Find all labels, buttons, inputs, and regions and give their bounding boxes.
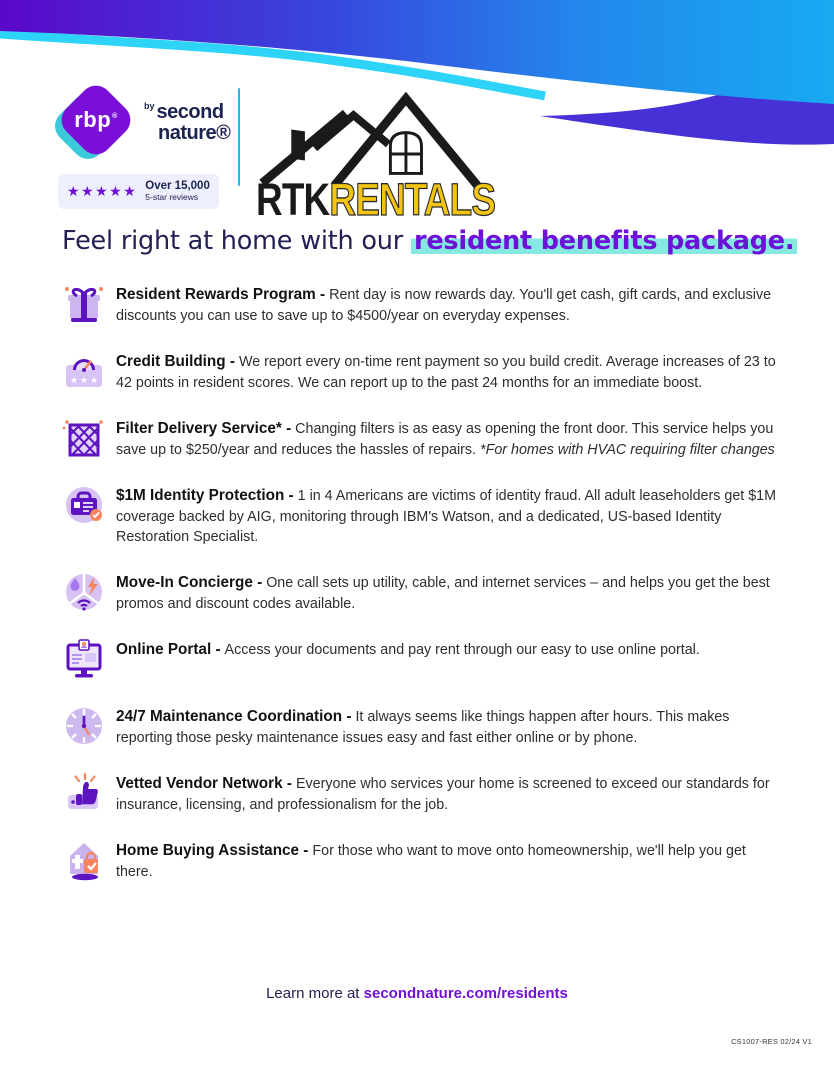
benefit-description: Access your documents and pay rent through our easy to use online portal. xyxy=(224,642,700,659)
by-label: by xyxy=(144,101,155,111)
thumbs-up-icon xyxy=(62,771,106,815)
rtk-name-black: RTK xyxy=(256,174,330,225)
document-code: CS1007-RES 02/24 V1 xyxy=(731,1037,812,1046)
clock-icon xyxy=(62,704,106,748)
logo-divider xyxy=(238,88,240,186)
utilities-icon xyxy=(62,570,106,614)
footer-link[interactable]: secondnature.com/residents xyxy=(363,985,568,1002)
id-card-icon xyxy=(62,483,106,527)
rtk-wordmark xyxy=(256,174,496,225)
footer-prefix: Learn more at xyxy=(266,985,364,1002)
reviews-badge xyxy=(58,174,219,209)
brand-line2: nature® xyxy=(158,122,231,144)
page-title xyxy=(62,226,795,256)
rbp-logo-block xyxy=(58,86,231,209)
benefit-item-portal xyxy=(62,637,778,681)
monitor-icon xyxy=(62,637,106,681)
benefit-title: Credit Building - xyxy=(116,353,235,371)
rbp-logo xyxy=(58,86,136,166)
headline-prefix: Feel right at home with our xyxy=(62,226,411,256)
benefit-description: Everyone who services your home is screened to exceed our standards for insurance, licensing, and professionalism for the job. xyxy=(116,776,770,814)
benefit-description: We report every on-time rent payment so you build credit. Average increases of 23 to 42 points in resident scores. We can report up to the past 24 months for an immediate boost. xyxy=(116,354,776,391)
rtk-roof-icon xyxy=(256,86,484,188)
rtk-name-yellow: RENTALS xyxy=(329,174,496,225)
benefit-description: 1 in 4 Americans are victims of identity fraud. All adult leaseholders get $1M coverage backed by AIG, monitoring through IBM's Watson, and a dedicated, US-based Identity Restoration Specialist. xyxy=(116,488,777,546)
benefit-description: Changing filters is as easy as opening the front door. This service helps you save up to $250/year and reduces the hassles of repairs. xyxy=(116,421,774,458)
benefit-item-identity xyxy=(62,483,778,547)
reviews-label: 5-star reviews xyxy=(145,192,199,203)
filter-icon xyxy=(62,416,106,460)
headline-highlight: resident benefits package. xyxy=(411,226,797,256)
svg-text:★: ★ xyxy=(80,375,89,386)
credit-gauge-icon xyxy=(62,349,106,393)
benefit-title: 24/7 Maintenance Coordination - xyxy=(116,708,352,726)
benefit-description: For those who want to move onto homeownership, we'll help you get there. xyxy=(116,843,746,881)
benefit-item-home-buying xyxy=(62,838,778,882)
benefit-title: Move-In Concierge - xyxy=(116,574,263,592)
benefit-title: $1M Identity Protection - xyxy=(116,487,294,505)
five-stars-icon: ★★★★★ xyxy=(67,183,138,200)
benefit-description: Rent day is now rewards day. You'll get cash, gift cards, and exclusive discounts you can use to save up to $4500/year on everyday expenses. xyxy=(116,287,772,324)
svg-text:★: ★ xyxy=(90,375,99,386)
benefit-item-rewards xyxy=(62,282,778,326)
benefit-title: Home Buying Assistance - xyxy=(116,842,309,860)
gift-icon xyxy=(62,282,106,326)
benefit-title: Online Portal - xyxy=(116,641,221,659)
rtk-rentals-logo xyxy=(256,86,496,225)
benefit-description: It always seems like things happen after hours. This makes reporting those pesky maintenance issues easy and fast either online or by phone. xyxy=(116,709,730,747)
benefit-item-concierge xyxy=(62,570,778,614)
benefit-title: Vetted Vendor Network - xyxy=(116,775,292,793)
header xyxy=(58,86,496,225)
brand-line1: second xyxy=(156,101,224,123)
benefit-item-vendors xyxy=(62,771,778,815)
benefit-description: One call sets up utility, cable, and internet services – and helps you get the best promos and discount codes available. xyxy=(116,575,770,613)
benefit-title: Resident Rewards Program - xyxy=(116,286,326,303)
footer xyxy=(0,985,834,1002)
benefit-item-credit xyxy=(62,349,778,393)
reviews-count: Over 15,000 xyxy=(145,180,210,192)
second-nature-wordmark xyxy=(144,102,230,143)
house-check-icon xyxy=(62,838,106,882)
benefit-footnote: *For homes with HVAC requiring filter changes xyxy=(480,441,775,458)
main-content xyxy=(62,226,795,905)
benefit-item-filter xyxy=(62,416,778,460)
benefit-item-maintenance xyxy=(62,704,778,748)
rbp-logo-text: rbp ® xyxy=(74,107,118,132)
svg-text:★: ★ xyxy=(70,375,79,386)
benefit-title: Filter Delivery Service* - xyxy=(116,420,292,438)
